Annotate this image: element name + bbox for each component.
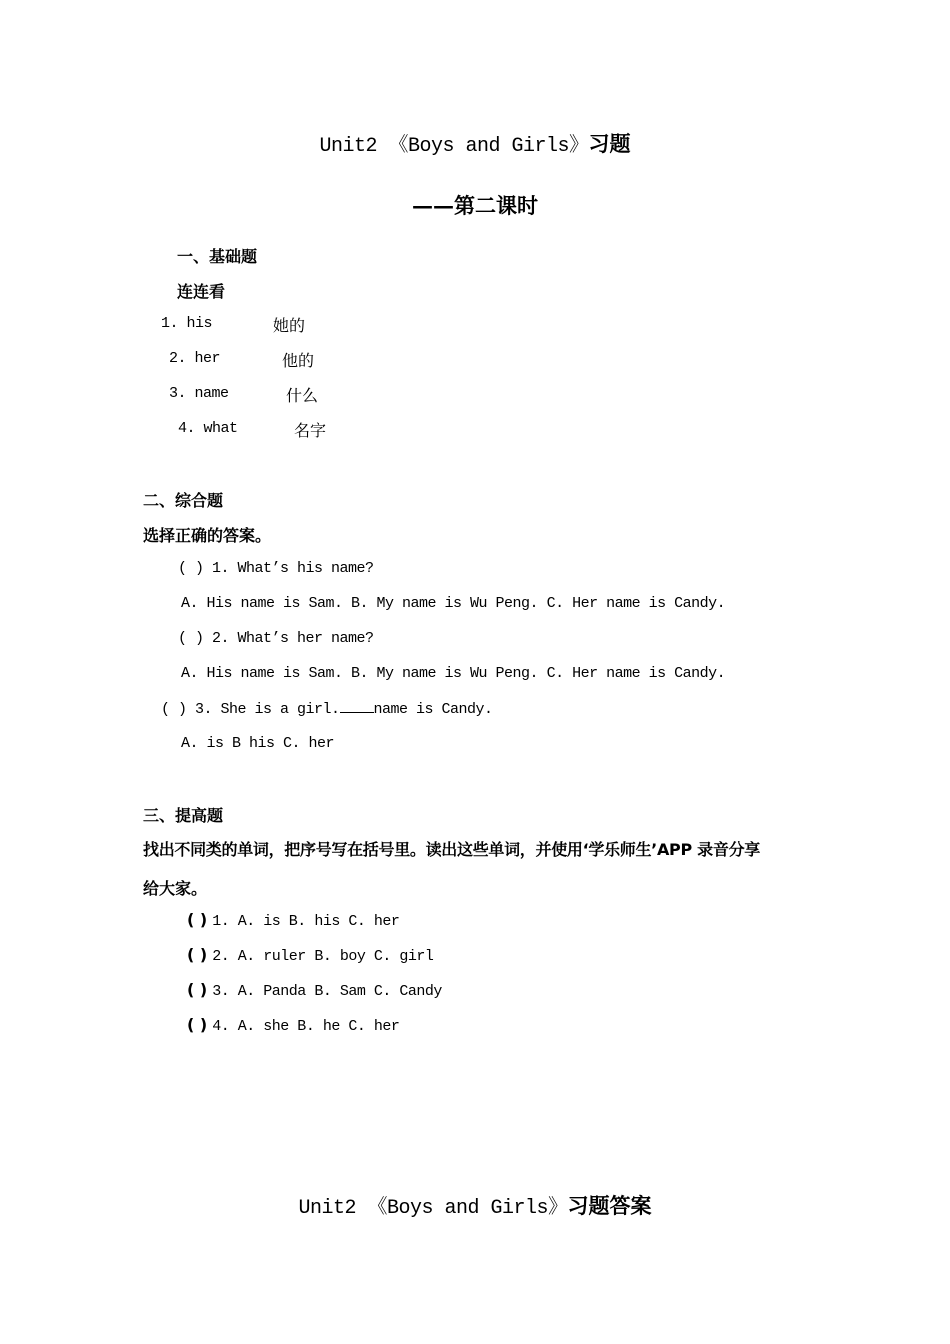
odd-one-out-item [187, 910, 399, 930]
odd-one-out-item [187, 980, 442, 1000]
answer-title-chinese: 习题答案 [567, 1193, 652, 1218]
odd-one-out-item [187, 945, 433, 965]
question-3-text: ( ) 3. She is a girl. [161, 701, 340, 718]
match-right-item: 什么 [286, 386, 319, 405]
question-1-options: A. His name is Sam. B. My name is Wu Peng. C. Her name is Candy. [181, 595, 726, 612]
section3-instruction: 找出不同类的单词，把序号写在括号里。读出这些单词，并使用‘学乐师生’APP 录音分享 [143, 840, 760, 859]
section3-heading: 三、提高题 [143, 806, 224, 825]
answer-parentheses: ( ) [187, 1015, 208, 1034]
question-3-options: A. is B his C. her [181, 735, 335, 752]
section1-heading: 一、基础题 [177, 247, 258, 266]
question-2: ( ) 2. What’s her name? [178, 630, 374, 647]
item-text: 3. A. Panda B. Sam C. Candy [212, 983, 442, 1000]
match-right-item: 她的 [273, 316, 306, 335]
answer-parentheses: ( ) [187, 910, 208, 929]
item-text: 2. A. ruler B. boy C. girl [212, 948, 434, 965]
item-text: 4. A. she B. he C. her [212, 1018, 400, 1035]
match-left-item: 1. his [161, 315, 213, 332]
question-2-options: A. His name is Sam. B. My name is Wu Peng. C. Her name is Candy. [181, 665, 726, 682]
question-1: ( ) 1. What’s his name? [178, 560, 374, 577]
item-text: 1. A. is B. his C. her [212, 913, 400, 930]
section3-instruction-cont: 给大家。 [143, 879, 208, 898]
section2-heading: 二、综合题 [143, 491, 224, 510]
match-left-item: 4. what [178, 420, 238, 437]
section2-instruction: 选择正确的答案。 [143, 526, 272, 545]
title-english: Unit2 《Boys and Girls》 [319, 135, 589, 158]
question-3-text-end: name is Candy. [373, 701, 493, 718]
section1-instruction: 连连看 [177, 282, 226, 301]
answer-title-english: Unit2 《Boys and Girls》 [298, 1197, 568, 1220]
answer-parentheses: ( ) [187, 980, 208, 999]
match-left-item: 2. her [169, 350, 221, 367]
question-3 [161, 700, 493, 718]
title-chinese: 习题 [588, 131, 631, 156]
page-title [0, 128, 950, 158]
odd-one-out-item [187, 1015, 399, 1035]
match-right-item: 名字 [294, 421, 327, 440]
page-subtitle: ——第二课时 [412, 193, 538, 218]
answer-blank [340, 700, 374, 713]
answer-title [0, 1190, 950, 1220]
answer-parentheses: ( ) [187, 945, 208, 964]
match-left-item: 3. name [169, 385, 229, 402]
match-right-item: 他的 [282, 351, 315, 370]
